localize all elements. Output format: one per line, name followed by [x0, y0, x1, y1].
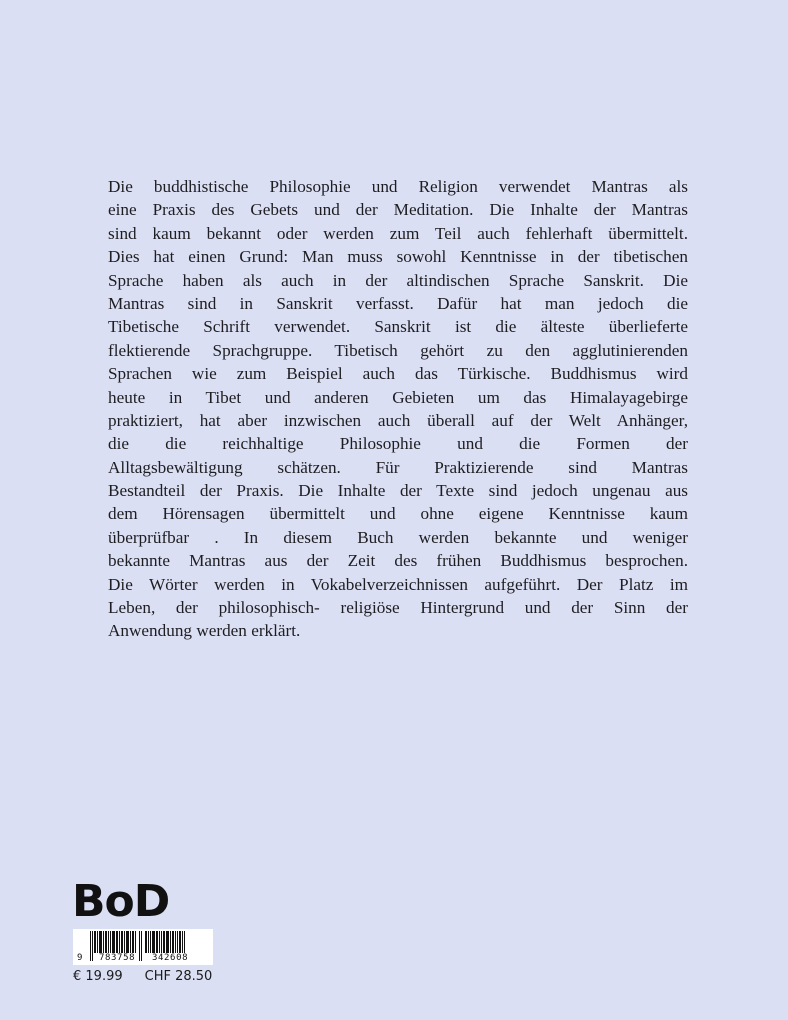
blurb-text [108, 175, 688, 643]
blurb-line: Anwendung werden erklärt. [108, 621, 301, 641]
barcode-right-digits: 342608 [152, 953, 189, 963]
blurb-line: dem Hörensagen übermittelt und ohne eigene Kenntnisse kaum [108, 504, 688, 524]
blurb-line: eine Praxis des Gebets und der Meditation. Die Inhalte der Mantras [108, 200, 688, 220]
blurb-line: Bestandteil der Praxis. Die Inhalte der Texte sind jedoch ungenau aus [108, 481, 688, 501]
blurb-line: Die buddhistische Philosophie und Religion verwendet Mantras als [108, 177, 688, 196]
blurb-line: sind kaum bekannt oder werden zum Teil auch fehlerhaft übermittelt. [108, 223, 688, 243]
blurb-line: die die reichhaltige Philosophie und die Formen der [108, 434, 688, 454]
blurb-line: bekannte Mantras aus der Zeit des frühen Buddhismus besprochen. [108, 551, 688, 571]
blurb-line: Die Wörter werden in Vokabelverzeichnissen aufgeführt. Der Platz im [108, 574, 688, 594]
price-eur: € 19.99 [73, 969, 123, 984]
barcode-left-digits: 783758 [99, 953, 136, 963]
blurb-line: flektierende Sprachgruppe. Tibetisch gehört zu den agglutinierenden [108, 340, 688, 360]
price-list [73, 969, 212, 984]
barcode-first-digit: 9 [77, 953, 83, 963]
blurb-line: Sprachen wie zum Beispiel auch das Türkische. Buddhismus wird [108, 364, 688, 384]
blurb-line: Sprache haben als auch in der altindischen Sprache Sanskrit. Die [108, 270, 688, 290]
isbn-barcode [73, 929, 213, 965]
blurb-line: überprüfbar . In diesem Buch werden bekannte und weniger [108, 527, 688, 547]
price-chf: CHF 28.50 [144, 969, 213, 984]
blurb-line: heute in Tibet und anderen Gebieten um das Himalayagebirge [108, 387, 688, 407]
blurb-line: Tibetische Schrift verwendet. Sanskrit ist die älteste überlieferte [108, 317, 688, 337]
blurb-line: praktiziert, hat aber inzwischen auch überall auf der Welt Anhänger, [108, 410, 688, 430]
blurb-line: Dies hat einen Grund: Man muss sowohl Kenntnisse in der tibetischen [108, 247, 688, 267]
blurb-line: Mantras sind in Sanskrit verfasst. Dafür hat man jedoch die [108, 293, 688, 313]
blurb-line: Leben, der philosophisch- religiöse Hintergrund und der Sinn der [108, 598, 688, 618]
publisher-logo: BoD [72, 876, 170, 927]
blurb-line: Alltagsbewältigung schätzen. Für Praktizierende sind Mantras [108, 457, 688, 477]
